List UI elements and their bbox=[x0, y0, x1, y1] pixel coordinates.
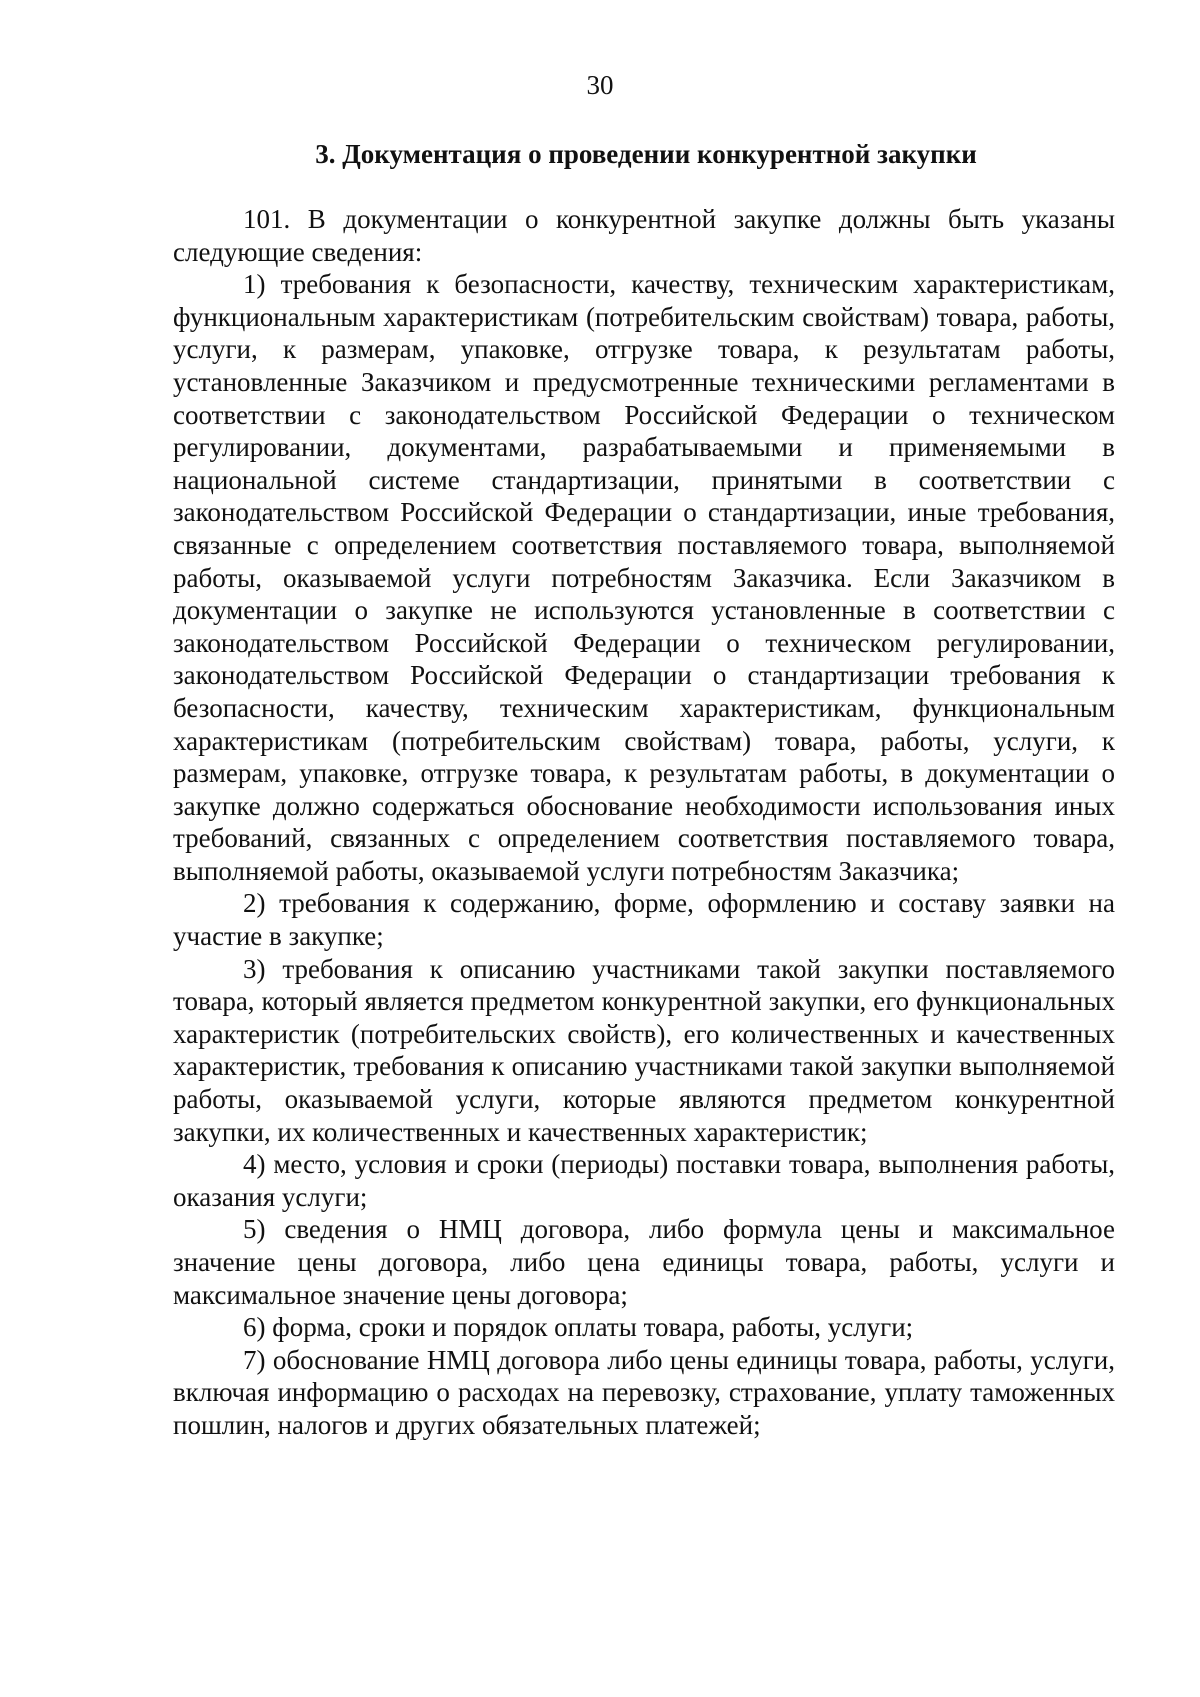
section-title: 3. Документация о проведении конкурентной закупки bbox=[315, 139, 977, 169]
list-item-7: 7) обоснование НМЦ договора либо цены единицы товара, работы, услуги, включая информацию о расходах на перевозку, страхование, уплату таможенных пошлин, налогов и других обязательных платежей; bbox=[173, 1344, 1115, 1440]
document-body bbox=[173, 203, 1115, 1442]
list-item-4: 4) место, условия и сроки (периоды) поставки товара, выполнения работы, оказания услуги; bbox=[173, 1149, 1115, 1212]
list-item-6: 6) форма, сроки и порядок оплаты товара, работы, услуги; bbox=[243, 1312, 914, 1343]
paragraph-101-intro: 101. В документации о конкурентной закупке должны быть указаны следующие сведения: bbox=[173, 204, 1115, 267]
list-item-3: 3) требования к описанию участниками такой закупки поставляемого товара, который является предметом конкурентной закупки, его функциональных характеристик (потребительских свойств), его количественных и качественных характеристик, требования к описанию участниками такой закупки выполняемой работы, оказываемой услуги, которые являются предметом конкурентной закупки, их количественных и качественных характеристик; bbox=[173, 953, 1115, 1147]
list-item-2: 2) требования к содержанию, форме, оформлению и составу заявки на участие в закупке; bbox=[173, 888, 1115, 952]
page-number: 30 bbox=[586, 70, 614, 100]
list-item-1: 1) требования к безопасности, качеству, техническим характеристикам, функциональным характеристикам (потребительским свойствам) товара, работы, услуги, к размерам, упаковке, отгрузке товара, к результатам работы, установленные Заказчиком и предусмотренные техническими регламентами в соответствии с законодательством Российской Федерации о техническом регулировании, документами, разрабатываемыми и применяемыми в национальной системе стандартизации, принятыми в соответствии с законодательством Российской Федерации о стандартизации, иные требования, связанные с определением соответствия поставляемого товара, выполняемой работы, оказываемой услуги потребностям Заказчика. Если Заказчиком в документации о закупке не используются установленные в соответствии с законодательством Российской Федерации о техническом регулировании, законодательством Российской Федерации о стандартизации требования к безопасности, качеству, техническим характеристикам, функциональным характеристикам (потребительским свойствам) товара, работы, услуги, к размерам, упаковке, отгрузке товара, к результатам работы, в документации о закупке должно содержаться обоснование необходимости использования иных требований, связанных с определением соответствия поставляемого товара, выполняемой работы, оказываемой услуги потребностям Заказчика; bbox=[173, 269, 1115, 886]
list-item-5: 5) сведения о НМЦ договора, либо формула цены и максимальное значение цены договора, либо цена единицы товара, работы, услуги и максимальное значение цены договора; bbox=[173, 1214, 1115, 1310]
